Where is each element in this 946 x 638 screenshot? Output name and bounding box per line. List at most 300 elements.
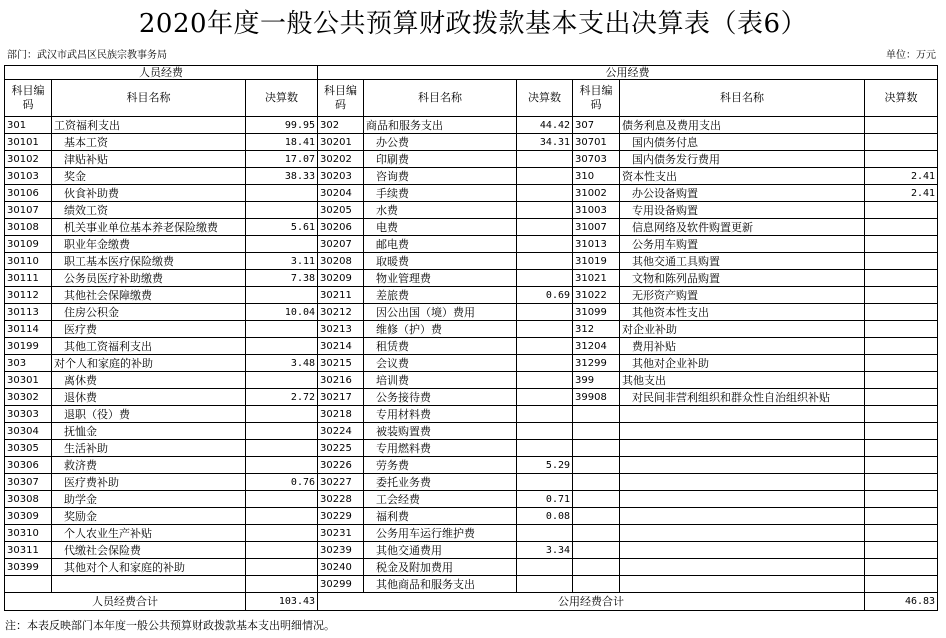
subject-code-cell: 30301 [5, 372, 52, 389]
subject-name-cell: 医疗费补助 [52, 474, 246, 491]
table-row [5, 406, 938, 423]
subject-name-cell [620, 576, 865, 593]
amount-cell: 2.41 [865, 168, 938, 185]
amount-cell [865, 202, 938, 219]
amount-cell [517, 355, 573, 372]
subject-name-cell: 国内债务付息 [620, 134, 865, 151]
subject-code-cell: 30212 [318, 304, 364, 321]
amount-cell: 7.38 [246, 270, 318, 287]
subject-name-cell: 职工基本医疗保险缴费 [52, 253, 246, 270]
table-row [5, 287, 938, 304]
amount-cell [246, 559, 318, 576]
table-row [5, 542, 938, 559]
table-row [5, 474, 938, 491]
subject-name-cell: 差旅费 [364, 287, 517, 304]
subject-code-cell: 30108 [5, 219, 52, 236]
amount-cell [246, 423, 318, 440]
subject-code-cell: 30107 [5, 202, 52, 219]
subject-name-cell: 绩效工资 [52, 202, 246, 219]
subject-code-cell: 30308 [5, 491, 52, 508]
subject-code-cell: 30204 [318, 185, 364, 202]
subject-code-cell: 30206 [318, 219, 364, 236]
amount-cell [865, 559, 938, 576]
table-row [5, 219, 938, 236]
amount-cell: 34.31 [517, 134, 573, 151]
subject-code-cell: 31022 [573, 287, 620, 304]
subject-code-cell: 30399 [5, 559, 52, 576]
subject-name-cell: 其他商品和服务支出 [364, 576, 517, 593]
subject-name-cell: 退职（役）费 [52, 406, 246, 423]
amount-cell [517, 236, 573, 253]
subject-name-cell [620, 423, 865, 440]
subject-name-cell: 其他资本性支出 [620, 304, 865, 321]
table-row [5, 117, 938, 134]
subject-code-cell [573, 491, 620, 508]
subject-name-cell: 因公出国（境）费用 [364, 304, 517, 321]
amount-cell [246, 321, 318, 338]
amount-cell [246, 287, 318, 304]
subject-name-cell: 医疗费 [52, 321, 246, 338]
subject-code-cell [573, 457, 620, 474]
subject-name-cell: 国内债务发行费用 [620, 151, 865, 168]
table-row [5, 253, 938, 270]
subject-code-cell: 31099 [573, 304, 620, 321]
subject-name-cell: 住房公积金 [52, 304, 246, 321]
amount-cell: 44.42 [517, 117, 573, 134]
amount-cell [865, 542, 938, 559]
subject-name-cell [620, 508, 865, 525]
amount-cell [517, 440, 573, 457]
subject-code-cell [573, 525, 620, 542]
amount-cell [517, 474, 573, 491]
subject-name-cell: 资本性支出 [620, 168, 865, 185]
subject-name-cell: 生活补助 [52, 440, 246, 457]
table-row [5, 304, 938, 321]
subject-name-cell: 文物和陈列品购置 [620, 270, 865, 287]
subject-name-cell: 手续费 [364, 185, 517, 202]
amount-cell [865, 474, 938, 491]
amount-cell [865, 236, 938, 253]
subject-code-cell: 312 [573, 321, 620, 338]
subject-code-cell [573, 406, 620, 423]
amount-cell [246, 185, 318, 202]
subject-code-cell: 30113 [5, 304, 52, 321]
subject-code-cell: 30311 [5, 542, 52, 559]
subject-name-cell: 个人农业生产补贴 [52, 525, 246, 542]
subject-name-cell: 助学金 [52, 491, 246, 508]
subject-name-cell [620, 474, 865, 491]
amount-cell [517, 338, 573, 355]
subject-name-cell [620, 440, 865, 457]
amount-cell: 17.07 [246, 151, 318, 168]
amount-cell [865, 287, 938, 304]
amount-cell: 5.29 [517, 457, 573, 474]
table-row [5, 508, 938, 525]
amount-cell [517, 185, 573, 202]
subject-code-cell: 30703 [573, 151, 620, 168]
subject-code-cell: 30205 [318, 202, 364, 219]
personnel-total-value: 103.43 [246, 593, 318, 611]
subject-code-cell: 30109 [5, 236, 52, 253]
subject-code-cell: 30231 [318, 525, 364, 542]
subject-name-cell: 其他支出 [620, 372, 865, 389]
subject-name-cell: 基本工资 [52, 134, 246, 151]
subject-code-cell: 30224 [318, 423, 364, 440]
amount-cell [246, 338, 318, 355]
subject-name-cell: 公务用车购置 [620, 236, 865, 253]
amount-cell [865, 304, 938, 321]
subject-name-cell [620, 406, 865, 423]
subject-name-cell: 对民间非营利组织和群众性自治组织补贴 [620, 389, 865, 406]
subject-name-cell: 津贴补贴 [52, 151, 246, 168]
subject-code-cell: 31019 [573, 253, 620, 270]
subject-code-cell: 30216 [318, 372, 364, 389]
amount-cell: 2.72 [246, 389, 318, 406]
amount-cell: 3.34 [517, 542, 573, 559]
subject-name-cell: 费用补贴 [620, 338, 865, 355]
subject-code-cell [573, 559, 620, 576]
col-header-code: 科目编码 [318, 80, 364, 117]
subject-name-cell: 印刷费 [364, 151, 517, 168]
subject-code-cell: 31002 [573, 185, 620, 202]
subject-code-cell: 31003 [573, 202, 620, 219]
subject-code-cell: 301 [5, 117, 52, 134]
amount-cell [517, 202, 573, 219]
subject-code-cell [573, 474, 620, 491]
amount-cell [517, 270, 573, 287]
subject-code-cell: 30229 [318, 508, 364, 525]
subject-code-cell: 30304 [5, 423, 52, 440]
amount-cell [865, 117, 938, 134]
subject-name-cell: 专用材料费 [364, 406, 517, 423]
subject-name-cell: 专用设备购置 [620, 202, 865, 219]
amount-cell [246, 372, 318, 389]
subject-code-cell: 30310 [5, 525, 52, 542]
subject-code-cell: 30239 [318, 542, 364, 559]
col-header-name: 科目名称 [364, 80, 517, 117]
subject-code-cell: 399 [573, 372, 620, 389]
subject-name-cell: 其他对企业补助 [620, 355, 865, 372]
amount-cell [517, 559, 573, 576]
subject-name-cell: 培训费 [364, 372, 517, 389]
subject-code-cell: 30110 [5, 253, 52, 270]
amount-cell [865, 491, 938, 508]
amount-cell [865, 440, 938, 457]
subject-name-cell: 公务接待费 [364, 389, 517, 406]
subject-name-cell: 伙食补助费 [52, 185, 246, 202]
amount-cell: 0.76 [246, 474, 318, 491]
amount-cell: 3.11 [246, 253, 318, 270]
subject-code-cell: 30701 [573, 134, 620, 151]
table-row [5, 576, 938, 593]
amount-cell: 5.61 [246, 219, 318, 236]
subject-code-cell: 31299 [573, 355, 620, 372]
col-header-amount: 决算数 [246, 80, 318, 117]
table-row [5, 236, 938, 253]
amount-cell [246, 236, 318, 253]
table-row [5, 372, 938, 389]
subject-name-cell: 物业管理费 [364, 270, 517, 287]
subject-code-cell: 31021 [573, 270, 620, 287]
subject-code-cell: 30208 [318, 253, 364, 270]
amount-cell [246, 202, 318, 219]
subject-code-cell: 30211 [318, 287, 364, 304]
subject-name-cell: 其他交通工具购置 [620, 253, 865, 270]
col-header-name: 科目名称 [52, 80, 246, 117]
subject-name-cell: 专用燃料费 [364, 440, 517, 457]
subject-code-cell: 30225 [318, 440, 364, 457]
unit-label: 单位：万元 [886, 50, 936, 61]
amount-cell [865, 389, 938, 406]
subject-code-cell: 30203 [318, 168, 364, 185]
amount-cell [865, 508, 938, 525]
subject-name-cell: 税金及附加费用 [364, 559, 517, 576]
subject-name-cell: 工会经费 [364, 491, 517, 508]
table-row [5, 355, 938, 372]
amount-cell [865, 457, 938, 474]
table-row [5, 491, 938, 508]
subject-code-cell: 30199 [5, 338, 52, 355]
subject-code-cell [573, 576, 620, 593]
subject-code-cell: 310 [573, 168, 620, 185]
amount-cell [246, 508, 318, 525]
subject-name-cell: 咨询费 [364, 168, 517, 185]
group-header-row [5, 66, 938, 80]
amount-cell [865, 576, 938, 593]
table-row [5, 389, 938, 406]
amount-cell [865, 219, 938, 236]
page-title: 2020年度一般公共预算财政拨款基本支出决算表（表6） [138, 9, 808, 39]
amount-cell [517, 168, 573, 185]
subject-code-cell: 31013 [573, 236, 620, 253]
subject-name-cell: 委托业务费 [364, 474, 517, 491]
subject-name-cell: 电费 [364, 219, 517, 236]
amount-cell [246, 491, 318, 508]
table-row [5, 185, 938, 202]
subject-code-cell: 30207 [318, 236, 364, 253]
amount-cell: 0.71 [517, 491, 573, 508]
subject-name-cell: 其他社会保障缴费 [52, 287, 246, 304]
col-header-code: 科目编码 [5, 80, 52, 117]
table-row [5, 202, 938, 219]
amount-cell [517, 372, 573, 389]
subject-name-cell: 机关事业单位基本养老保险缴费 [52, 219, 246, 236]
amount-cell [517, 389, 573, 406]
subject-code-cell: 30218 [318, 406, 364, 423]
amount-cell [865, 270, 938, 287]
expenditure-table [4, 65, 938, 611]
subject-code-cell: 30240 [318, 559, 364, 576]
amount-cell: 3.48 [246, 355, 318, 372]
subject-code-cell: 30114 [5, 321, 52, 338]
subject-name-cell [620, 559, 865, 576]
subject-code-cell [573, 440, 620, 457]
subject-code-cell: 31007 [573, 219, 620, 236]
subject-name-cell: 救济费 [52, 457, 246, 474]
subject-name-cell: 抚恤金 [52, 423, 246, 440]
amount-cell [246, 542, 318, 559]
public-total-value: 46.83 [865, 593, 938, 611]
amount-cell [865, 253, 938, 270]
subject-name-cell: 取暖费 [364, 253, 517, 270]
amount-cell [246, 576, 318, 593]
subject-code-cell: 30303 [5, 406, 52, 423]
subject-code-cell: 30299 [318, 576, 364, 593]
subject-name-cell [620, 542, 865, 559]
subject-code-cell: 30214 [318, 338, 364, 355]
group-public: 公用经费 [318, 66, 938, 80]
subject-code-cell: 30111 [5, 270, 52, 287]
public-total-label: 公用经费合计 [318, 593, 865, 611]
table-row [5, 151, 938, 168]
amount-cell [865, 355, 938, 372]
amount-cell: 0.08 [517, 508, 573, 525]
table-row [5, 525, 938, 542]
table-row [5, 440, 938, 457]
subject-code-cell: 30209 [318, 270, 364, 287]
subject-name-cell: 会议费 [364, 355, 517, 372]
subject-code-cell: 30102 [5, 151, 52, 168]
amount-cell [517, 525, 573, 542]
subject-name-cell: 工资福利支出 [52, 117, 246, 134]
amount-cell [865, 321, 938, 338]
subject-name-cell: 被装购置费 [364, 423, 517, 440]
subject-name-cell: 其他交通费用 [364, 542, 517, 559]
subject-code-cell: 30309 [5, 508, 52, 525]
subject-name-cell: 商品和服务支出 [364, 117, 517, 134]
subject-code-cell: 30305 [5, 440, 52, 457]
amount-cell: 10.04 [246, 304, 318, 321]
table-row [5, 423, 938, 440]
table-row [5, 338, 938, 355]
subject-name-cell [620, 457, 865, 474]
subject-name-cell [52, 576, 246, 593]
table-row [5, 134, 938, 151]
subject-code-cell: 31204 [573, 338, 620, 355]
subject-code-cell: 30307 [5, 474, 52, 491]
amount-cell [865, 134, 938, 151]
subject-name-cell: 其他对个人和家庭的补助 [52, 559, 246, 576]
subject-code-cell: 30228 [318, 491, 364, 508]
subject-name-cell: 退休费 [52, 389, 246, 406]
totals-row [5, 593, 938, 611]
amount-cell [517, 151, 573, 168]
subject-name-cell: 奖励金 [52, 508, 246, 525]
subject-code-cell: 39908 [573, 389, 620, 406]
group-personnel: 人员经费 [5, 66, 318, 80]
table-row [5, 321, 938, 338]
col-header-name: 科目名称 [620, 80, 865, 117]
subject-code-cell: 303 [5, 355, 52, 372]
amount-cell [865, 372, 938, 389]
footnote: 注：本表反映部门本年度一般公共预算财政拨款基本支出明细情况。 [5, 619, 335, 632]
subject-code-cell: 30202 [318, 151, 364, 168]
amount-cell [517, 406, 573, 423]
subject-code-cell: 30226 [318, 457, 364, 474]
subject-code-cell [573, 542, 620, 559]
table-row [5, 559, 938, 576]
subject-name-cell: 其他工资福利支出 [52, 338, 246, 355]
amount-cell [865, 406, 938, 423]
amount-cell [865, 338, 938, 355]
subject-code-cell: 30101 [5, 134, 52, 151]
subject-name-cell: 维修（护）费 [364, 321, 517, 338]
amount-cell [517, 253, 573, 270]
amount-cell: 2.41 [865, 185, 938, 202]
subject-code-cell: 307 [573, 117, 620, 134]
subject-name-cell: 奖金 [52, 168, 246, 185]
subject-name-cell [620, 525, 865, 542]
subject-code-cell [573, 423, 620, 440]
personnel-total-label: 人员经费合计 [5, 593, 246, 611]
table-row [5, 457, 938, 474]
subject-name-cell: 对个人和家庭的补助 [52, 355, 246, 372]
amount-cell [865, 423, 938, 440]
subject-name-cell: 公务用车运行维护费 [364, 525, 517, 542]
amount-cell [517, 576, 573, 593]
col-header-code: 科目编码 [573, 80, 620, 117]
subject-name-cell: 对企业补助 [620, 321, 865, 338]
subject-name-cell: 离休费 [52, 372, 246, 389]
amount-cell: 38.33 [246, 168, 318, 185]
subject-name-cell: 信息网络及软件购置更新 [620, 219, 865, 236]
subject-name-cell: 公务员医疗补助缴费 [52, 270, 246, 287]
amount-cell [517, 423, 573, 440]
amount-cell [246, 440, 318, 457]
subject-code-cell [573, 508, 620, 525]
amount-cell [517, 321, 573, 338]
subject-name-cell: 办公设备购置 [620, 185, 865, 202]
subject-code-cell: 30217 [318, 389, 364, 406]
subject-name-cell: 代缴社会保险费 [52, 542, 246, 559]
amount-cell [246, 406, 318, 423]
subject-code-cell: 30112 [5, 287, 52, 304]
subject-name-cell: 水费 [364, 202, 517, 219]
subject-code-cell: 30306 [5, 457, 52, 474]
subject-name-cell: 租赁费 [364, 338, 517, 355]
subject-code-cell: 30302 [5, 389, 52, 406]
subject-name-cell: 福利费 [364, 508, 517, 525]
subject-name-cell: 债务利息及费用支出 [620, 117, 865, 134]
col-header-amount: 决算数 [517, 80, 573, 117]
subject-code-cell: 30201 [318, 134, 364, 151]
amount-cell [865, 525, 938, 542]
amount-cell [246, 457, 318, 474]
amount-cell: 18.41 [246, 134, 318, 151]
subject-name-cell: 劳务费 [364, 457, 517, 474]
subject-name-cell: 职业年金缴费 [52, 236, 246, 253]
subject-code-cell: 30106 [5, 185, 52, 202]
subject-name-cell: 无形资产购置 [620, 287, 865, 304]
amount-cell [517, 304, 573, 321]
subject-code-cell: 30215 [318, 355, 364, 372]
subject-name-cell: 邮电费 [364, 236, 517, 253]
table-row [5, 270, 938, 287]
subject-code-cell: 30227 [318, 474, 364, 491]
amount-cell [517, 219, 573, 236]
subject-code-cell: 302 [318, 117, 364, 134]
column-header-row [5, 80, 938, 117]
amount-cell [865, 151, 938, 168]
amount-cell: 0.69 [517, 287, 573, 304]
subject-code-cell: 30213 [318, 321, 364, 338]
subject-name-cell: 办公费 [364, 134, 517, 151]
amount-cell: 99.95 [246, 117, 318, 134]
col-header-amount: 决算数 [865, 80, 938, 117]
subject-name-cell [620, 491, 865, 508]
subject-code-cell [5, 576, 52, 593]
amount-cell [246, 525, 318, 542]
